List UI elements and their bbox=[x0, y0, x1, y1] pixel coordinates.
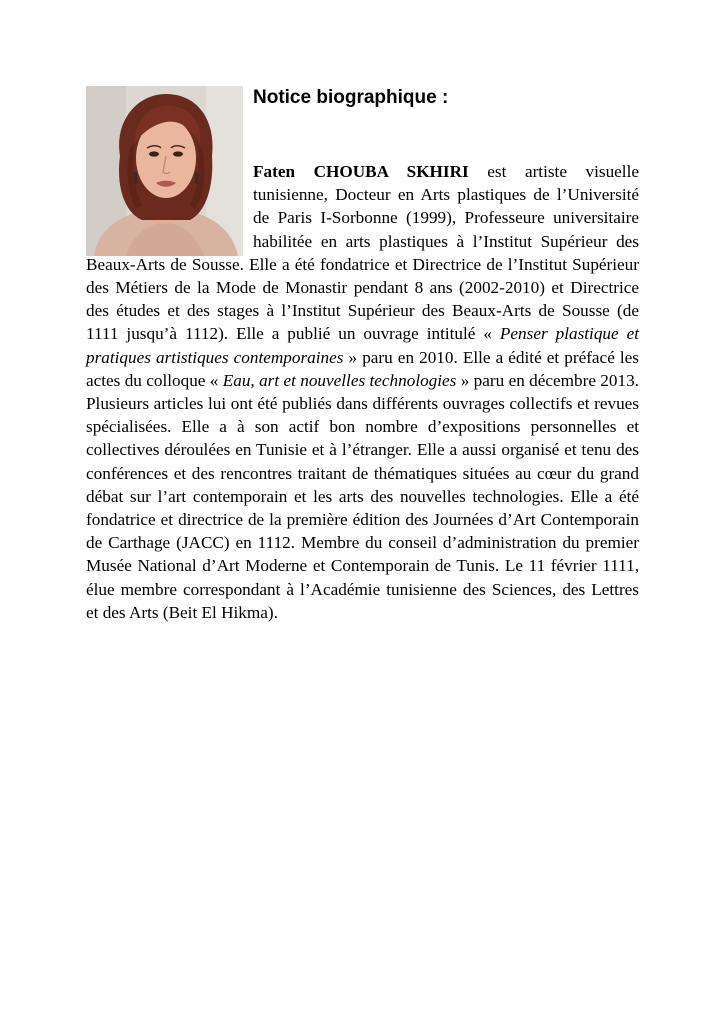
book-title: Penser plastique et pratiques artistiques contemporaines bbox=[86, 324, 639, 367]
person-name: Faten CHOUBA SKHIRI bbox=[253, 162, 469, 181]
page-title: Notice biographique : bbox=[253, 87, 449, 108]
colloquium-title: Eau, art et nouvelles technologies bbox=[222, 370, 457, 390]
photo-wrap-spacer bbox=[86, 160, 253, 252]
bio-text-3: » paru en décembre 2013. Plusieurs articles lui ont été publiés dans différents ouvrages collectifs et revues spécialisées. Elle a à son actif bon nombre d’expositions personnelles et collectives déroulées en Tunisie et à l’étranger. Elle a aussi organisé et tenu des conférences et des rencontres traitant de thématiques situées au cœur du grand débat sur l’art contemporain et les arts des nouvelles technologies. Elle a été fondatrice et directrice de la première édition des Journées d’Art Contemporain de Carthage (JACC) en 1112. Membre du conseil d’administration du premier Musée National d’Art Moderne et Contemporain de Tunis. Le 11 février 1111, élue membre correspondant à l’Académie tunisienne des Sciences, des Lettres et des Arts (Beit El Hikma). bbox=[86, 370, 639, 622]
bio-text-1: est artiste visuelle tunisienne, Docteur en Arts plastiques de l’Université de Paris I-Sorbonne (1999), Professeure universitaire habilitée en arts plastiques à l’Institut Supérieur des Beaux-Arts de Sousse. Elle a été fondatrice et Directrice de l’Institut Supérieur des Métiers de la Mode de Monastir pendant 8 ans (2002-2010) et Directrice des études et des stages à l’Institut Supérieur des Beaux-Arts de Sousse (de 1111 jusqu’à 1112). Elle a publié un ouvrage intitulé « bbox=[86, 162, 639, 344]
biography-paragraph bbox=[86, 160, 639, 624]
bio-text-2: » paru en 2010. Elle a édité et préfacé les actes du colloque « bbox=[86, 347, 639, 390]
